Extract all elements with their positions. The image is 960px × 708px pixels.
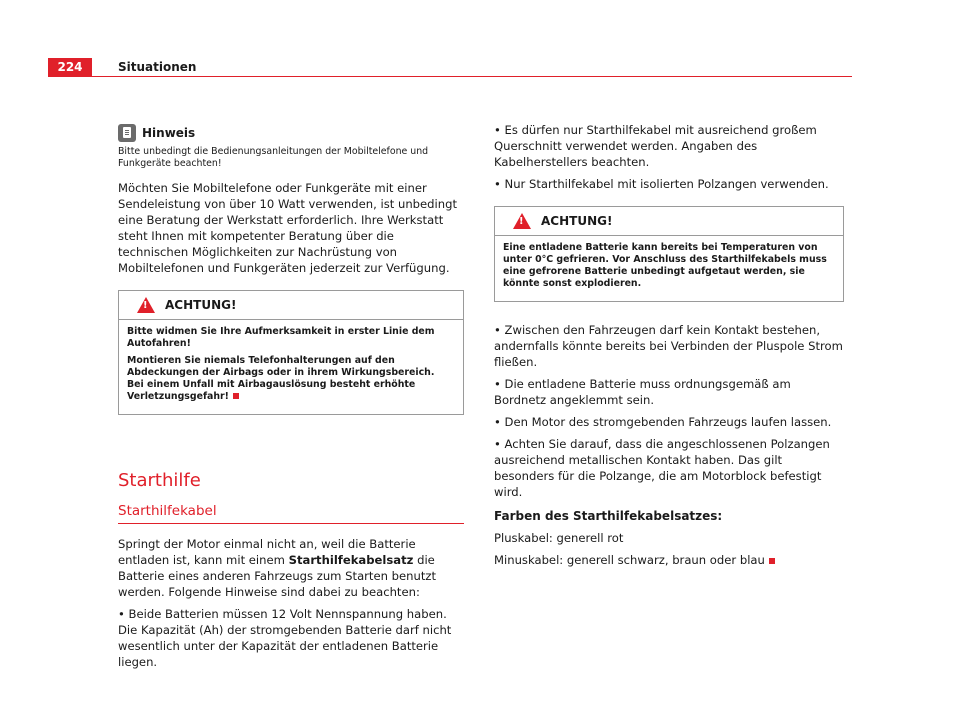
warning-heading: [495, 207, 843, 236]
bullet-insulated-clamps: • Nur Starthilfekabel mit isolierten Polzangen verwenden.: [494, 177, 829, 191]
warning-box-right: [494, 206, 844, 302]
warning-title: ACHTUNG!: [165, 298, 237, 312]
header-section-title: Situationen: [118, 60, 197, 74]
warning-heading: [119, 291, 463, 320]
warning-box-left: [118, 290, 464, 415]
end-mark-icon: [769, 558, 775, 564]
paragraph-mobile-phones: Möchten Sie Mobiltelefone oder Funkgeräte mit einer Sendeleistung von über 10 Watt verwenden, ist unbedingt eine Beratung der Werkstatt erforderlich. Ihre Werkstatt steht Ihnen mit kompetenter Beratung über die technischen Möglichkeiten zur Nachrüstung von Mobiltelefonen und Funkgeräten jederzeit zur Verfügung.: [118, 181, 458, 275]
left-column: [118, 124, 464, 676]
end-mark-icon: [233, 393, 239, 399]
note-icon: [118, 124, 136, 142]
page-number: 224: [48, 58, 92, 77]
paragraph-jump-start-part2: die Batterie eines anderen Fahrzeugs zum Starten benutzt werden. Folgende Hinweise sind dabei zu beachten:: [118, 553, 437, 599]
paragraph-jump-start-bold: Starthilfekabelsatz: [288, 553, 414, 567]
plus-cable-color: Pluskabel: generell rot: [494, 531, 624, 545]
warning-title: ACHTUNG!: [541, 214, 613, 228]
bullet-engine-running: • Den Motor des stromgebenden Fahrzeugs laufen lassen.: [494, 415, 832, 429]
bullet-battery-connected: • Die entladene Batterie muss ordnungsgemäß am Bordnetz angeklemmt sein.: [494, 377, 791, 407]
subsection-title: Starthilfekabel: [118, 503, 217, 519]
paragraph-jump-start-part1: Springt der Motor einmal nicht an, weil die Batterie entladen ist, kann mit einem: [118, 537, 416, 567]
note-title: Hinweis: [142, 126, 196, 140]
warning-body: [495, 236, 843, 301]
bullet-metal-contact: • Achten Sie darauf, dass die angeschlossenen Polzangen ausreichend metallischen Kontakt haben. Das gilt besonders für die Polzange, die am Motorblock befestigt wird.: [494, 437, 830, 499]
paragraph-jump-start: [118, 536, 464, 600]
minus-cable-color-text: Minuskabel: generell schwarz, braun oder blau: [494, 553, 765, 567]
warning-text-1: Bitte widmen Sie Ihre Aufmerksamkeit in erster Linie dem Autofahren!: [127, 326, 435, 349]
cable-colors-heading: Farben des Starthilfekabelsatzes:: [494, 509, 723, 523]
bullet-battery-voltage: • Beide Batterien müssen 12 Volt Nennspannung haben. Die Kapazität (Ah) der stromgebenden Batterie darf nicht wesentlich unter der Kapazität der entladenen Batterie liegen.: [118, 607, 452, 669]
section-title: Starthilfe: [118, 470, 201, 491]
warning-icon: [137, 297, 155, 313]
note-text: Bitte unbedingt die Bedienungsanleitungen der Mobiltelefone und Funkgeräte beachten!: [118, 146, 429, 169]
bullet-no-contact: • Zwischen den Fahrzeugen darf kein Kontakt bestehen, andernfalls könnte bereits bei Verbinden der Pluspole Strom fließen.: [494, 323, 843, 369]
subsection-rule: [118, 523, 464, 524]
note-heading: [118, 124, 464, 142]
warning-text-2-content: Montieren Sie niemals Telefonhalterungen auf den Abdeckungen der Airbags oder in ihrem Wirkungsbereich. Bei einem Unfall mit Airbagauslösung besteht erhöhte Verletzungsgefahr!: [127, 355, 435, 402]
bullet-cable-cross-section: • Es dürfen nur Starthilfekabel mit ausreichend großem Querschnitt verwendet werden. Angaben des Kabelherstellers beachten.: [494, 123, 817, 169]
warning-icon: [513, 213, 531, 229]
warning-body: [119, 320, 463, 414]
header-rule: [48, 76, 852, 77]
warning-text-2: [127, 355, 453, 403]
warning-text-frozen-battery: Eine entladene Batterie kann bereits bei Temperaturen von unter 0°C gefrieren. Vor Anschluss des Starthilfekabels muss eine gefrorene Batterie unbedingt aufgetaut werden, sie könnte sonst explodieren.: [503, 242, 827, 289]
minus-cable-color: [494, 552, 844, 568]
right-column: [494, 122, 844, 574]
